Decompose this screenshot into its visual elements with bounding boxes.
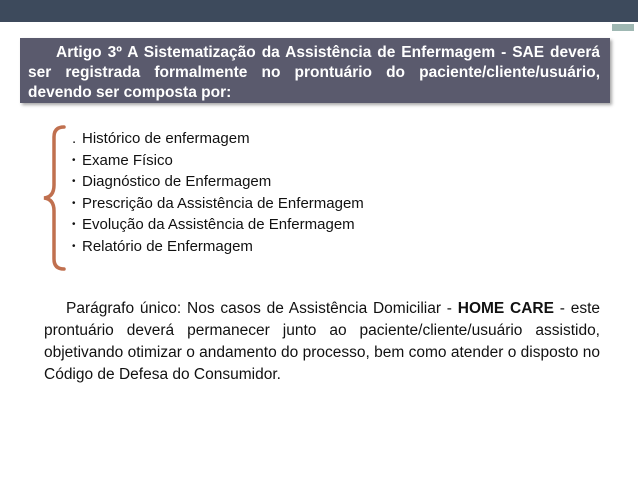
list-item-label: Histórico de enfermagem xyxy=(82,130,250,147)
list-marker: • xyxy=(72,240,76,252)
list-item-label: Relatório de Enfermagem xyxy=(82,237,253,255)
list-item xyxy=(72,150,364,172)
paragraph-emphasis: HOME CARE xyxy=(457,300,554,317)
list-marker: • xyxy=(72,154,76,166)
bracket-shape xyxy=(40,123,70,273)
list-item-label: Diagnóstico de Enfermagem xyxy=(82,173,272,190)
list-item-label: Evolução da Assistência de Enfermagem xyxy=(82,216,355,233)
sae-component-list xyxy=(72,128,364,257)
list-marker: • xyxy=(72,219,76,230)
list-item xyxy=(72,171,364,193)
top-bar xyxy=(0,0,638,22)
top-accent-strip xyxy=(0,22,638,34)
list-item xyxy=(72,128,364,150)
list-marker: • xyxy=(72,176,76,187)
list-item-label: Prescrição da Assistência de Enfermagem xyxy=(82,194,364,212)
paragraph-text-after: - este prontuário deverá permanecer junto ao paciente/cliente/usuário assistido, objetivando otimizar o andamento do processo, bem como atender o disposto no Código de Defesa do Consumidor. xyxy=(44,300,600,383)
list-item xyxy=(72,236,364,258)
list-item-label: Exame Físico xyxy=(82,151,173,169)
list-item xyxy=(72,193,364,215)
list-marker: . xyxy=(72,130,77,147)
list-item xyxy=(72,214,364,236)
paragraph-unico xyxy=(44,298,600,386)
accent-mark xyxy=(612,24,634,31)
article-header-text: Artigo 3º A Sistematização da Assistência de Enfermagem - SAE deverá ser registrada formalmente no prontuário do paciente/cliente/usuário, devendo ser composta por: xyxy=(28,44,600,101)
paragraph-text-before: Parágrafo único: Nos casos de Assistência Domiciliar - xyxy=(66,300,458,317)
article-header-box xyxy=(20,38,610,103)
list-marker: • xyxy=(72,197,76,209)
